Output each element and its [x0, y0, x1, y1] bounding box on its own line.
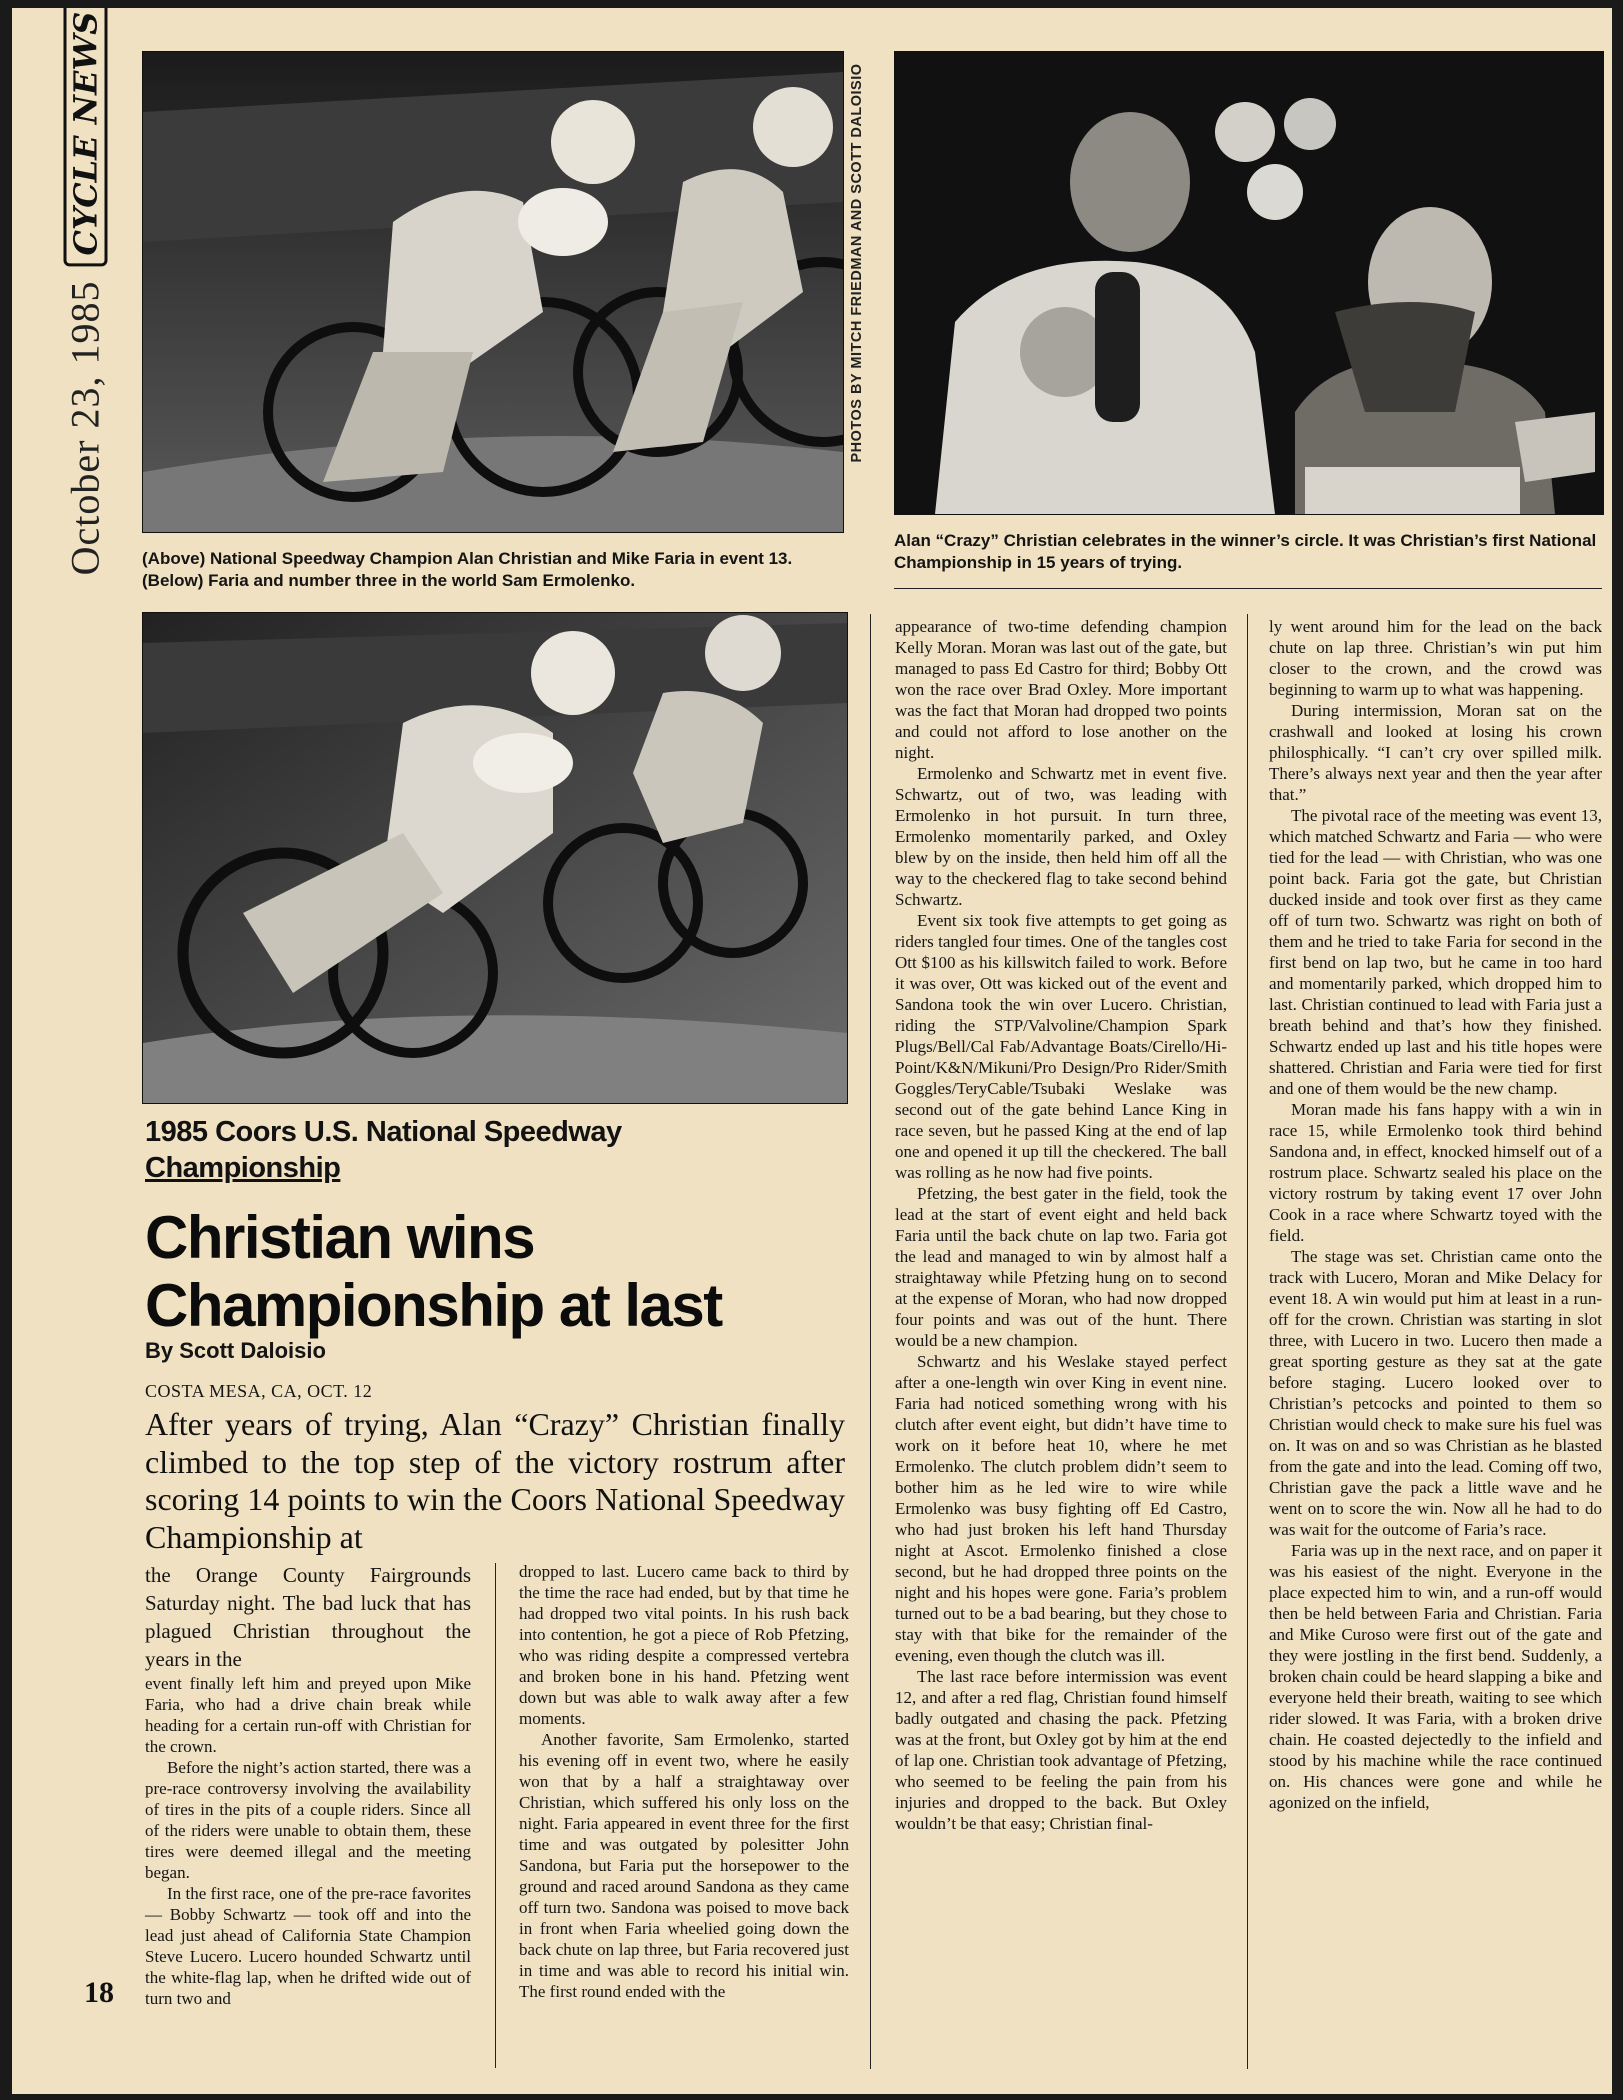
body-column-1	[145, 1561, 471, 2009]
photo-faria-ermolenko	[142, 612, 848, 1104]
column-4-paragraph: The stage was set. Christian came onto the track with Lucero, Moran and Mike Delacy for event 18. A win would put him at least in a run-off for the crown. Christian was starting in slot three, with Lucero in two. Lucero then made a great sporting gesture as they sat at the gate before staging. Lucero looked over to Christian’s petcocks and pointed to them so Christian would check to make sure his fuel was on. It was on and so was Christian as he blasted from the gate and into the lead. Coming off two, Christian gave the pack a little wave and he went on to score the win. Now all he had to do was wait for the outcome of Faria’s race.	[1269, 1247, 1602, 1539]
column-3-paragraph: appearance of two-time defending champion Kelly Moran. Moran was last out of the gate, but managed to pass Ed Castro for third; Bobby Ott won the race over Brad Oxley. More important was the fact that Moran had dropped two points and could not afford to lose another on the night.	[895, 617, 1227, 762]
column-4-paragraph: During intermission, Moran sat on the crashwall and looked at losing his crown philosphically. “I can’t cry over spilled milk. There’s always next year and then the year after that.”	[1269, 701, 1602, 804]
kicker-line-1: 1985 Coors U.S. National Speedway	[145, 1116, 622, 1148]
column-4-paragraph: Faria was up in the next race, and on paper it was his easiest of the night. Everyone in the place expected him to win, and a run-off would then be held between Faria and Christian. Faria and Mike Curoso were first out of the gate and they were jostling in the first bend. Suddenly, a broken chain could be heard slapping a bike and everyone held their breath, waiting to see which rider slowed. It was Faria, with a broken drive chain. He coasted dejectedly to the infield and stood by his machine while the race continued on. His chances were gone and while he agonized on the infield,	[1269, 1541, 1602, 1812]
column-2-paragraph: dropped to last. Lucero came back to third by the time the race had ended, but by that time he had dropped two vital points. In his rush back into contention, he got a piece of Rob Pfetzing, who was riding despite a compressed vertebra and broken bone in his hand. Pfetzing went down but was able to walk away after a few moments.	[519, 1562, 849, 1728]
headline	[145, 1204, 865, 1340]
magazine-page	[12, 8, 1612, 2094]
column-3-paragraph: Event six took five attempts to get going as riders tangled four times. One of the tangles cost Ott $100 as his killswitch failed to work. Before it was over, Ott was kicked out of the event and Sandona took the win over Lucero. Christian, riding the STP/Valvoline/Champion Spark Plugs/Bell/Cal Fab/Advantage Boats/Cirello/Hi-Point/K&N/Mikuni/Pro Design/Pro Rider/Smith Goggles/TeryCable/Tsubaki Weslake was second out of the gate behind Lance King in race seven, but he passed King at the end of lap one and opened it up till the checkered. The ball was rolling as he now had five points.	[895, 911, 1227, 1182]
column-1-paragraph: event finally left him and preyed upon Mike Faria, who had a drive chain break while heading for a certain run-off with Christian for the crown.	[145, 1674, 471, 1756]
photo-christian-faria	[142, 51, 844, 533]
column-4-paragraph: ly went around him for the lead on the back chute on lap three. Christian’s win put him closer to the crown, and the crowd was beginning to warm up to what was happening.	[1269, 617, 1602, 699]
column-2-paragraph: Another favorite, Sam Ermolenko, started his evening off in event two, where he easily won that by a half a straightaway over Christian, which suffered his only loss on the night. Faria appeared in event three for the first time and was outgated by polesitter John Sandona, but Faria put the horsepower to the ground and raced around Sandona as they came off turn two. Sandona was poised to move back in front when Faria wheelied going down the back chute on lap three, but Faria recovered just in time and was able to record his initial win. The first round ended with the	[519, 1730, 849, 2001]
column-rule	[1247, 614, 1248, 2069]
body-column-4	[1269, 616, 1602, 1813]
column-3-paragraph: Pfetzing, the best gater in the field, took the lead at the start of event eight and held back Faria until the back chute on lap two. Faria got the lead and managed to win by almost half a straightaway while Pfetzing hung on to second at the expense of Moran, who had now dropped four points and was out of the hunt. There would be a new champion.	[895, 1184, 1227, 1350]
kicker	[145, 1114, 765, 1186]
column-4-paragraph: The pivotal race of the meeting was event 13, which matched Schwartz and Faria — who were tied for the lead — with Christian, who was one point back. Faria got the gate, but Christian ducked inside and took over first as they came off of turn two. Schwartz was right on both of them and he tried to take Faria for second in the first bend on lap two, but he came in too hard and momentarily parked, which dropped him to last. Christian continued to lead with Faria just a breath behind and that’s how they finished. Schwartz ended up last and his title hopes were shattered. Christian and Faria were tied for first and one of them would be the new champ.	[1269, 806, 1602, 1098]
body-column-2	[519, 1561, 849, 2002]
headline-line-1: Christian wins	[145, 1204, 535, 1271]
column-3-paragraph: Schwartz and his Weslake stayed perfect after a one-length win over King in event nine. Faria had noticed something wrong with his clutch after event eight, but didn’t have time to work on it before heat 10, where he met Ermolenko. The clutch problem didn’t seem to bother him as he led wire to wire while Ermolenko was busy fighting off Ed Castro, who had just broken his left hand Thursday night at Ascot. Ermolenko finished a close second, but he had dropped three points on the night and his hopes were gone. Faria’s problem turned out to be a bad bearing, but they chose to stay with that bike for the remainder of the evening, even though the clutch was ill.	[895, 1352, 1227, 1665]
column-1-opening: the Orange County Fairgrounds Saturday night. The bad luck that has plagued Christian throughout the years in the	[145, 1563, 471, 1671]
masthead	[30, 11, 140, 576]
caption-rule	[894, 588, 1602, 589]
headline-line-2: Championship at last	[145, 1272, 722, 1339]
photo-winners-circle	[894, 51, 1604, 515]
publication-logo: CYCLE NEWS	[63, 8, 107, 267]
column-3-paragraph: The last race before intermission was event 12, and after a red flag, Christian found himself badly outgated and chasing the pack. Pfetzing was at the front, but Oxley got by him at the end of lap one. Christian took advantage of Pfetzing, who seemed to be feeling the pain from his injuries and dropped to the back. But Oxley wouldn’t be that easy; Christian final-	[895, 1667, 1227, 1833]
page-number: 18	[84, 1976, 114, 2009]
caption-right: Alan “Crazy” Christian celebrates in the winner’s circle. It was Christian’s first National Championship in 15 years of trying.	[894, 531, 1597, 572]
column-1-paragraph: In the first race, one of the pre-race favorites — Bobby Schwartz — took off and into the lead just ahead of California State Champion Steve Lucero. Lucero hounded Schwartz until the white-flag lap, when he drifted wide out of turn two and	[145, 1884, 471, 2008]
photo-credit: PHOTOS BY MITCH FRIEDMAN AND SCOTT DALOISIO	[849, 63, 865, 463]
caption-left: (Above) National Speedway Champion Alan Christian and Mike Faria in event 13. (Below) Faria and number three in the world Sam Ermolenko.	[142, 549, 793, 590]
column-rule	[495, 1563, 496, 2068]
column-1-paragraph: Before the night’s action started, there was a pre-race controversy involving the availability of tires in the pits of a couple riders. Since all of the riders were unable to obtain them, these tires were deemed illegal and the meeting began.	[145, 1758, 471, 1882]
body-column-3	[895, 616, 1227, 1834]
issue-date: October 23, 1985	[62, 280, 108, 576]
dateline: COSTA MESA, CA, OCT. 12	[145, 1381, 373, 1401]
byline: By Scott Daloisio	[145, 1338, 326, 1363]
kicker-line-2: Championship	[145, 1152, 341, 1184]
lede-paragraph: After years of trying, Alan “Crazy” Christian finally climbed to the top step of the victory rostrum after scoring 14 points to win the Coors National Speedway Championship at	[145, 1406, 845, 1555]
column-4-paragraph: Moran made his fans happy with a win in race 15, while Ermolenko took third behind Sandona and, in effect, knocked himself out of a rostrum place. Schwartz sealed his place on the victory rostrum by taking event 17 over John Cook in a race where Schwartz toyed with the field.	[1269, 1100, 1602, 1245]
column-3-paragraph: Ermolenko and Schwartz met in event five. Schwartz, out of two, was leading with Ermolenko in hot pursuit. In turn three, Ermolenko momentarily parked, and Oxley blew by on the inside, then held him off all the way to the checkered flag to take second behind Schwartz.	[895, 764, 1227, 909]
column-rule	[870, 614, 871, 2069]
